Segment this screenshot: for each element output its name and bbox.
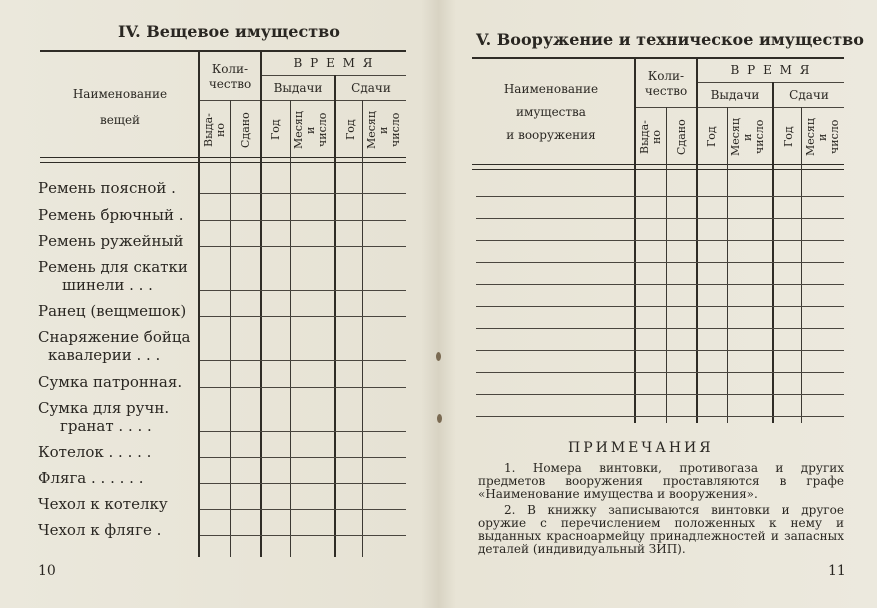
left-section-title: IV. Вещевое имущество <box>118 22 340 41</box>
right-header-return-year: Год <box>782 126 795 148</box>
right-header-issue: Выдачи <box>710 88 760 102</box>
right-col-rule <box>666 107 667 423</box>
right-header-bottom-rule <box>472 164 844 165</box>
left-table-top-rule <box>40 50 406 52</box>
left-entry-line <box>200 360 406 361</box>
left-col-rule <box>362 100 363 557</box>
left-header-issued-qty: Выда- но <box>202 113 227 147</box>
left-entry-line <box>200 457 406 458</box>
right-issue-rule <box>698 107 844 108</box>
notes-title: ПРИМЕЧАНИЯ <box>568 440 714 456</box>
right-entry-line <box>476 394 844 395</box>
right-col-rule <box>727 107 728 423</box>
left-entry-line <box>200 316 406 317</box>
right-entry-line <box>476 306 844 307</box>
left-header-issue-month: Месяц и число <box>292 111 329 149</box>
left-item: кавалерии . . . <box>48 346 161 364</box>
note-1: 1. Номера винтовки, противогаза и других предметов вооружения проставляются в графе «Наименование имущества и вооружения». <box>478 461 844 501</box>
left-item: шинели . . . <box>62 276 153 294</box>
right-header-issued-qty: Выда- но <box>638 120 663 154</box>
right-header-name: Наименование <box>503 82 599 96</box>
left-item: Сумка для ручн. <box>38 399 170 417</box>
right-header-name-3: и вооружения <box>506 128 596 142</box>
left-item: Снаряжение бойца <box>38 328 191 346</box>
right-header-issue-year: Год <box>705 126 718 148</box>
left-item: Чехол к фляге . <box>38 521 162 539</box>
left-item: Сумка патронная. <box>38 373 183 391</box>
left-header-time: В Р Е М Я <box>293 56 375 70</box>
left-header-issue: Выдачи <box>273 81 323 95</box>
right-entry-line <box>476 262 844 263</box>
right-table-top-rule <box>472 57 844 59</box>
right-header-return: Сдачи <box>789 88 829 102</box>
left-entry-line <box>200 483 406 484</box>
right-section-title: V. Вооружение и техническое имущество <box>476 30 864 49</box>
left-item: Чехол к котелку <box>38 495 168 513</box>
left-item: гранат . . . . <box>60 417 152 435</box>
left-item: Ремень ружейный <box>38 232 184 250</box>
right-header-issue-month: Месяц и число <box>729 118 766 156</box>
left-item: Ремень для скатки <box>38 258 188 276</box>
left-header-bottom-rule <box>40 157 406 158</box>
left-header-bottom-rule-2 <box>40 162 406 163</box>
left-page-number: 10 <box>38 563 56 579</box>
left-header-quantity: Коли- чество <box>208 62 252 91</box>
left-page <box>0 0 438 608</box>
left-entry-line <box>200 246 406 247</box>
left-entry-line <box>200 535 406 536</box>
left-entry-line <box>200 387 406 388</box>
note-2: 2. В книжку записываются винтовки и другое оружие с перечислением положенных к нему и выданных красноармейцу принадлежностей и запасных деталей (индивидуальный ЗИП). <box>478 503 844 556</box>
left-col-rule <box>230 100 231 557</box>
right-entry-line <box>476 240 844 241</box>
right-header-return-month: Месяц и число <box>804 118 841 156</box>
right-entry-line <box>476 416 844 417</box>
left-item: Котелок . . . . . <box>38 443 152 461</box>
left-col-rule <box>198 50 200 557</box>
left-entry-line <box>200 193 406 194</box>
right-time-rule <box>698 82 844 83</box>
left-header-issue-year: Год <box>269 119 282 141</box>
left-item: Ремень брючный . <box>38 206 184 224</box>
right-page-number: 11 <box>828 563 846 579</box>
left-header-return-year: Год <box>344 119 357 141</box>
left-item: Фляга . . . . . . <box>38 469 144 487</box>
left-header-name-2: вещей <box>99 113 141 127</box>
right-header-bottom-rule-2 <box>472 169 844 170</box>
right-header-time: В Р Е М Я <box>730 63 812 77</box>
left-header-return: Сдачи <box>351 81 391 95</box>
right-entry-line <box>476 284 844 285</box>
right-entry-line <box>476 218 844 219</box>
right-header-quantity: Коли- чество <box>644 69 688 98</box>
left-col-rule <box>260 50 262 557</box>
left-entry-line <box>200 220 406 221</box>
right-col-rule <box>801 107 802 423</box>
left-item: Ранец (вещмешок) <box>38 302 187 320</box>
left-entry-line <box>200 431 406 432</box>
right-header-name-2: имущества <box>516 105 586 119</box>
left-header-name: Наименование <box>72 87 168 101</box>
left-item: Ремень поясной . <box>38 179 176 197</box>
left-col-rule <box>290 100 291 557</box>
right-entry-line <box>476 350 844 351</box>
right-entry-line <box>476 328 844 329</box>
left-entry-line <box>200 290 406 291</box>
left-header-returned-qty: Сдано <box>239 112 252 148</box>
right-entry-line <box>476 196 844 197</box>
right-entry-line <box>476 372 844 373</box>
left-entry-line <box>200 509 406 510</box>
left-header-return-month: Месяц и число <box>365 111 402 149</box>
right-header-returned-qty: Сдано <box>675 119 688 155</box>
right-page <box>440 0 877 608</box>
